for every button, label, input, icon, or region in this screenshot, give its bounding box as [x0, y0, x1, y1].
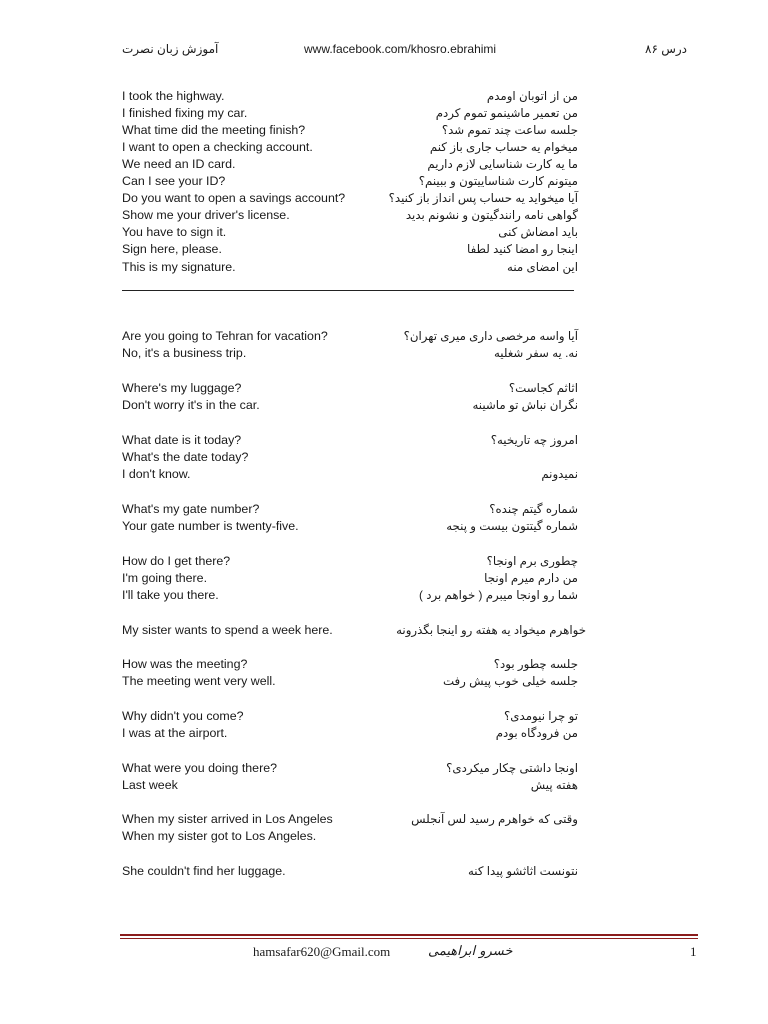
persian-translation: تو چرا نیومدی؟ — [504, 709, 578, 723]
english-phrase: My sister wants to spend a week here. — [122, 623, 333, 637]
persian-translation: اونجا داشتی چکار میکردی؟ — [446, 761, 578, 775]
phrase-row — [0, 157, 768, 174]
english-phrase: When my sister arrived in Los Angeles — [122, 812, 333, 826]
english-phrase: Don't worry it's in the car. — [122, 398, 260, 412]
phrase-row — [0, 433, 768, 450]
persian-translation: جلسه خیلی خوب پیش رفت — [442, 674, 578, 688]
persian-translation: چطوری برم اونجا؟ — [486, 554, 578, 568]
english-phrase: We need an ID card. — [122, 157, 236, 171]
section-divider — [122, 290, 574, 291]
phrase-row — [0, 864, 768, 881]
footer-email: hamsafar620@Gmail.com — [253, 944, 391, 959]
english-phrase: When my sister got to Los Angeles. — [122, 829, 317, 843]
persian-translation: آیا واسه مرخصی داری میری تهران؟ — [403, 329, 578, 343]
header-facebook-url: www.facebook.com/khosro.ebrahimi — [304, 42, 497, 56]
phrase-row — [0, 225, 768, 242]
persian-translation: جلسه چطور بود؟ — [493, 657, 578, 671]
english-phrase: What's the date today? — [122, 450, 249, 464]
footer-author-signature: خسرو ابراهیمی — [428, 944, 513, 959]
phrase-row — [0, 829, 768, 846]
phrase-row — [0, 726, 768, 743]
footer-divider-thin — [120, 938, 698, 939]
english-phrase: I don't know. — [122, 467, 191, 481]
phrase-row — [0, 623, 768, 640]
phrase-row — [0, 450, 768, 467]
english-phrase: Sign here, please. — [122, 242, 222, 256]
english-phrase: I want to open a checking account. — [122, 140, 313, 154]
phrase-row — [0, 657, 768, 674]
english-phrase: I took the highway. — [122, 89, 225, 103]
persian-translation: گواهی نامه رانندگیتون و نشونم بدید — [405, 208, 578, 222]
phrase-row — [0, 674, 768, 691]
english-phrase: Where's my luggage? — [122, 381, 242, 395]
persian-translation: امروز چه تاریخیه؟ — [490, 433, 578, 447]
persian-translation: من از اتوبان اومدم — [486, 89, 578, 103]
phrase-row — [0, 588, 768, 605]
phrase-row — [0, 398, 768, 415]
persian-translation: نتونست اثاثشو پیدا کنه — [467, 864, 578, 878]
phrase-row — [0, 519, 768, 536]
phrase-row — [0, 761, 768, 778]
persian-translation: وقتی که خواهرم رسید لس آنجلس — [411, 812, 578, 826]
phrase-row — [0, 778, 768, 795]
persian-translation: نگران نباش تو ماشینه — [472, 398, 578, 412]
persian-translation: میتونم کارت شناساییتون و ببینم؟ — [418, 174, 578, 188]
phrase-row — [0, 106, 768, 123]
persian-translation: شما رو اونجا میبرم ( خواهم برد ) — [419, 588, 578, 602]
persian-translation: میخوام یه حساب جاری باز کنم — [429, 140, 578, 154]
phrase-row — [0, 123, 768, 140]
english-phrase: I'll take you there. — [122, 588, 219, 602]
english-phrase: This is my signature. — [122, 260, 236, 274]
phrase-row — [0, 709, 768, 726]
phrase-row — [0, 260, 768, 277]
english-phrase: No, it's a business trip. — [122, 346, 247, 360]
persian-translation: شماره گیتتون بیست و پنجه — [446, 519, 578, 533]
phrase-row — [0, 174, 768, 191]
persian-translation: خواهرم میخواد یه هفته رو اینجا بگذرونه — [396, 623, 586, 637]
persian-translation: من دارم میرم اونجا — [484, 571, 578, 585]
english-phrase: What's my gate number? — [122, 502, 260, 516]
phrase-row — [0, 554, 768, 571]
phrase-row — [0, 571, 768, 588]
persian-translation: این امضای منه — [507, 260, 578, 274]
english-phrase: She couldn't find her luggage. — [122, 864, 286, 878]
phrase-row — [0, 208, 768, 225]
persian-translation: ما یه کارت شناسایی لازم داریم — [427, 157, 578, 171]
english-phrase: What were you doing there? — [122, 761, 277, 775]
persian-translation: جلسه ساعت چند تموم شد؟ — [441, 123, 578, 137]
persian-translation: شماره گیتم چنده؟ — [489, 502, 578, 516]
english-phrase: Are you going to Tehran for vacation? — [122, 329, 328, 343]
persian-translation: من فرودگاه بودم — [495, 726, 578, 740]
header-course-title: آموزش زبان نصرت — [122, 42, 219, 56]
persian-translation: اثاثم کجاست؟ — [508, 381, 578, 395]
phrase-row — [0, 329, 768, 346]
persian-translation: من تعمیر ماشینمو تموم کردم — [435, 106, 578, 120]
phrase-row — [0, 242, 768, 259]
persian-translation: نه. یه سفر شغلیه — [493, 346, 578, 360]
persian-translation: نمیدونم — [541, 467, 578, 481]
english-phrase: How do I get there? — [122, 554, 231, 568]
english-phrase: Do you want to open a savings account? — [122, 191, 346, 205]
phrase-row — [0, 812, 768, 829]
persian-translation: آیا میخواید یه حساب پس انداز باز کنید؟ — [388, 191, 578, 205]
footer-divider — [120, 934, 698, 936]
phrase-row — [0, 381, 768, 398]
english-phrase: I'm going there. — [122, 571, 208, 585]
english-phrase: I was at the airport. — [122, 726, 228, 740]
phrase-row — [0, 346, 768, 363]
phrase-row — [0, 467, 768, 484]
phrase-row — [0, 89, 768, 106]
english-phrase: Why didn't you come? — [122, 709, 244, 723]
phrase-row — [0, 140, 768, 157]
english-phrase: Show me your driver's license. — [122, 208, 290, 222]
english-phrase: What date is it today? — [122, 433, 242, 447]
phrase-row — [0, 191, 768, 208]
header-lesson-number: درس ۸۶ — [645, 42, 688, 56]
english-phrase: Can I see your ID? — [122, 174, 226, 188]
persian-translation: هفته پیش — [530, 778, 578, 792]
english-phrase: Your gate number is twenty-five. — [122, 519, 299, 533]
english-phrase: You have to sign it. — [122, 225, 227, 239]
english-phrase: I finished fixing my car. — [122, 106, 248, 120]
page-number: 1 — [690, 944, 697, 959]
persian-translation: باید امضاش کنی — [498, 225, 578, 239]
english-phrase: The meeting went very well. — [122, 674, 276, 688]
english-phrase: How was the meeting? — [122, 657, 248, 671]
persian-translation: اینجا رو امضا کنید لطفا — [466, 242, 578, 256]
english-phrase: What time did the meeting finish? — [122, 123, 306, 137]
english-phrase: Last week — [122, 778, 178, 792]
phrase-row — [0, 502, 768, 519]
